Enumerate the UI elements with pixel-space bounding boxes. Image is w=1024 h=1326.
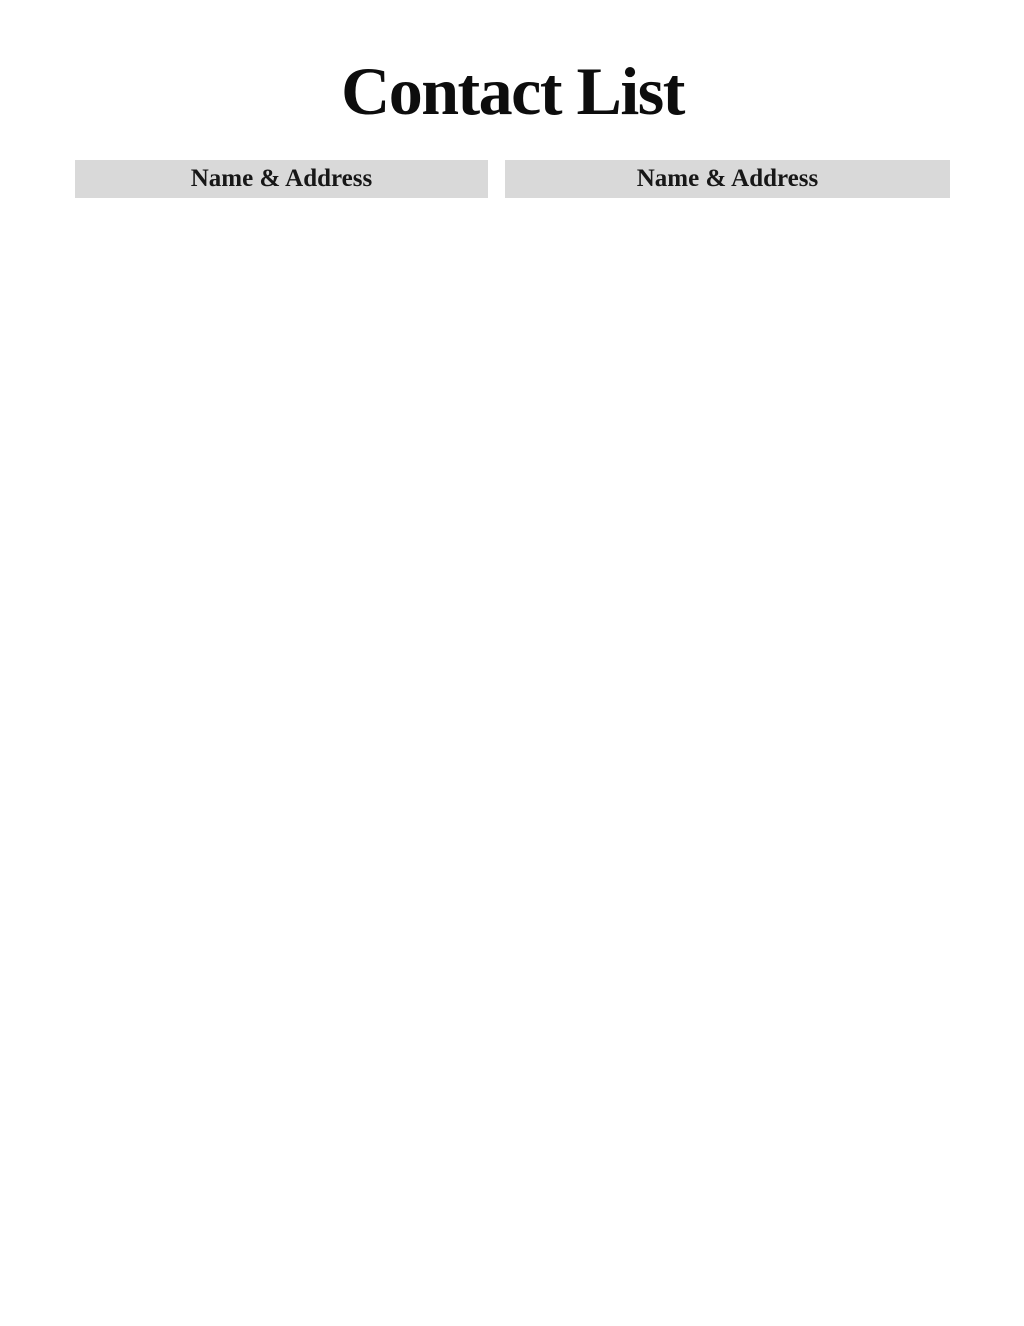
page-title: Contact List (341, 53, 684, 129)
right-column-header: Name & Address (505, 160, 950, 198)
right-column (505, 160, 950, 205)
left-column-header: Name & Address (75, 160, 488, 198)
two-column-layout (75, 160, 950, 205)
left-column (75, 160, 488, 205)
